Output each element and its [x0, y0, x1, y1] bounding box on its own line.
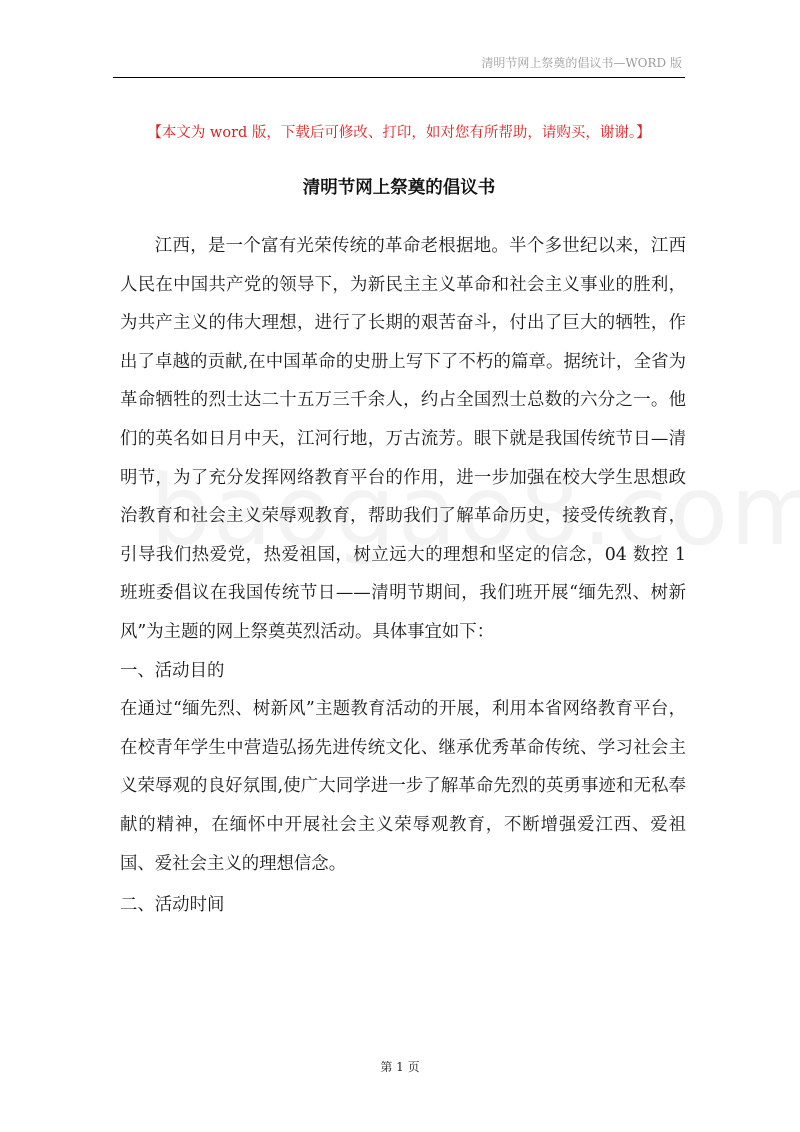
- purpose-paragraph: 在通过“缅先烈、树新风”主题教育活动的开展，利用本省网络教育平台，在校青年学生中营造弘扬先进传统文化、继承优秀革命传统、学习社会主义荣辱观的良好氛围,使广大同学进一步了解革命先烈的英勇事迹和无私奉献的精神，在缅怀中开展社会主义荣辱观教育，不断增强爱江西、爱祖国、爱社会主义的理想信念。: [120, 699, 686, 874]
- section-heading-purpose: 一、活动目的: [120, 660, 225, 681]
- document-body: [120, 227, 686, 925]
- header-rule: [113, 77, 685, 78]
- section-heading-time: 二、活动时间: [120, 895, 225, 916]
- page-number: 第 1 页: [380, 1060, 420, 1074]
- running-header: 清明节网上祭奠的倡议书—WORD 版: [481, 56, 682, 70]
- document-title: 清明节网上祭奠的倡议书: [302, 178, 496, 198]
- intro-paragraph: 江西，是一个富有光荣传统的革命老根据地。半个多世纪以来，江西人民在中国共产党的领导下，为新民主主义革命和社会主义事业的胜利，为共产主义的伟大理想，进行了长期的艰苦奋斗，付出了巨大的牺牲，作出了卓越的贡献,在中国革命的史册上写下了不朽的篇章。据统计，全省为革命牺牲的烈士达二十五万三千余人，约占全国烈士总数的六分之一。他们的英名如日月中天，江河行地，万古流芳。眼下就是我国传统节日—清明节，为了充分发挥网络教育平台的作用，进一步加强在校大学生思想政治教育和社会主义荣辱观教育，帮助我们了解革命历史，接受传统教育，引导我们热爱党，热爱祖国，树立远大的理想和坚定的信念，04 数控 1 班班委倡议在我国传统节日——清明节期间，我们班开展“缅先烈、树新风”为主题的网上祭奠英烈活动。具体事宜如下：: [120, 236, 686, 642]
- purchase-notice: 【本文为 word 版，下载后可修改、打印，如对您有所帮助，请购买，谢谢。】: [147, 125, 651, 141]
